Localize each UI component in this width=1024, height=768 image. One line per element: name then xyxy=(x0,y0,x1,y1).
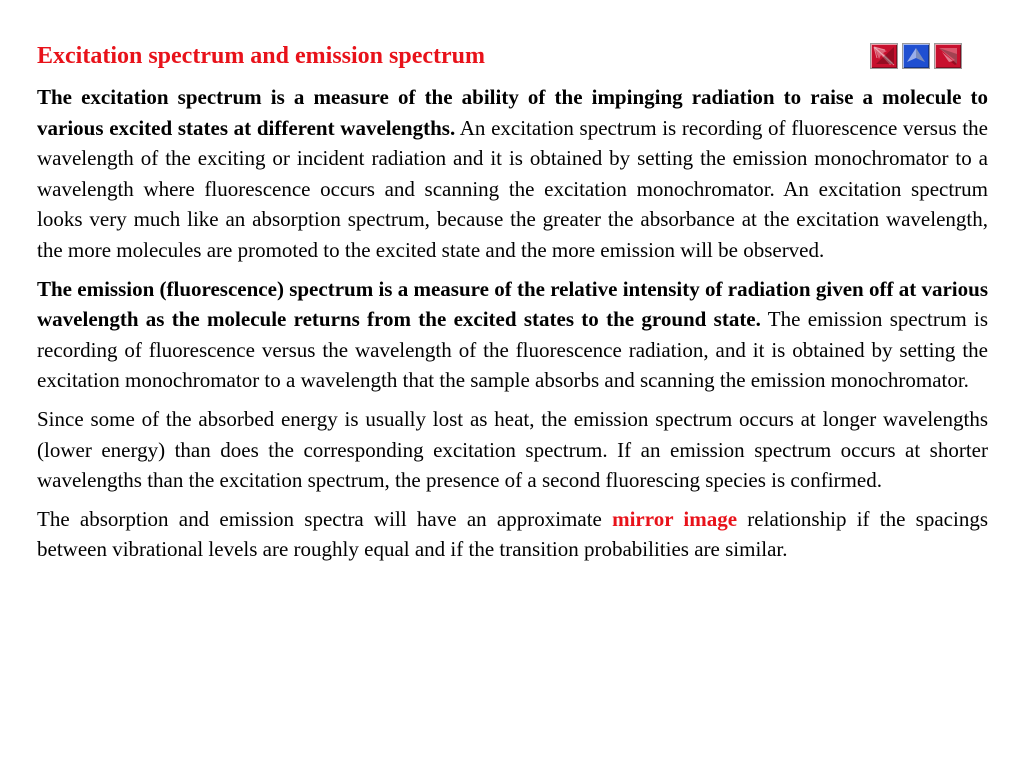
previous-slide-button[interactable] xyxy=(870,43,898,69)
slide-title: Excitation spectrum and emission spectrum xyxy=(37,43,485,69)
paragraph-excitation xyxy=(37,82,988,266)
red-arrow-icon xyxy=(935,44,961,68)
mirror-text-before: The absorption and emission spectra will have an approximate xyxy=(37,506,613,531)
red-arrow-icon xyxy=(871,44,897,68)
paragraph-energy-loss xyxy=(37,404,988,496)
paragraph-emission xyxy=(37,274,988,396)
mirror-text-after: relationship if the spacings between vibrational levels are roughly equal and if the transition probabilities are similar. xyxy=(37,506,988,562)
paragraph-mirror-image xyxy=(37,504,988,565)
energy-loss-text: Since some of the absorbed energy is usually lost as heat, the emission spectrum occurs at longer wavelengths (lower energy) than does the corresponding excitation spectrum. If an emission spectrum occurs at shorter wavelengths than the excitation spectrum, the presence of a second fluorescing species is confirmed. xyxy=(37,406,988,493)
emission-definition: The emission (fluorescence) spectrum is a measure of the relative intensity of radiation given off at various wavelength as the molecule returns from the excited states to the ground state. xyxy=(37,276,988,332)
excitation-description: An excitation spectrum is recording of fluorescence versus the wavelength of the exciting or incident radiation and it is obtained by setting the emission monochromator to a wavelength where fluorescence occurs and scanning the excitation monochromator. An excitation spectrum looks very much like an absorption spectrum, because the greater the absorbance at the excitation wavelength, the more molecules are promoted to the excited state and the more emission will be observed. xyxy=(37,115,988,262)
slide-navigation xyxy=(870,43,962,69)
emission-description: The emission spectrum is recording of fluorescence versus the wavelength of the fluorescence radiation, and it is obtained by setting the excitation monochromator to a wavelength that the sample absorbs and scanning the emission monochromator. xyxy=(37,307,989,393)
excitation-definition: The excitation spectrum is a measure of the ability of the impinging radiation to raise a molecule to various excited states at different wavelengths. xyxy=(37,85,988,140)
next-slide-button[interactable] xyxy=(934,43,962,69)
mirror-image-highlight: mirror image xyxy=(612,506,738,531)
home-slide-button[interactable] xyxy=(902,43,930,69)
blue-arrow-icon xyxy=(903,44,929,68)
